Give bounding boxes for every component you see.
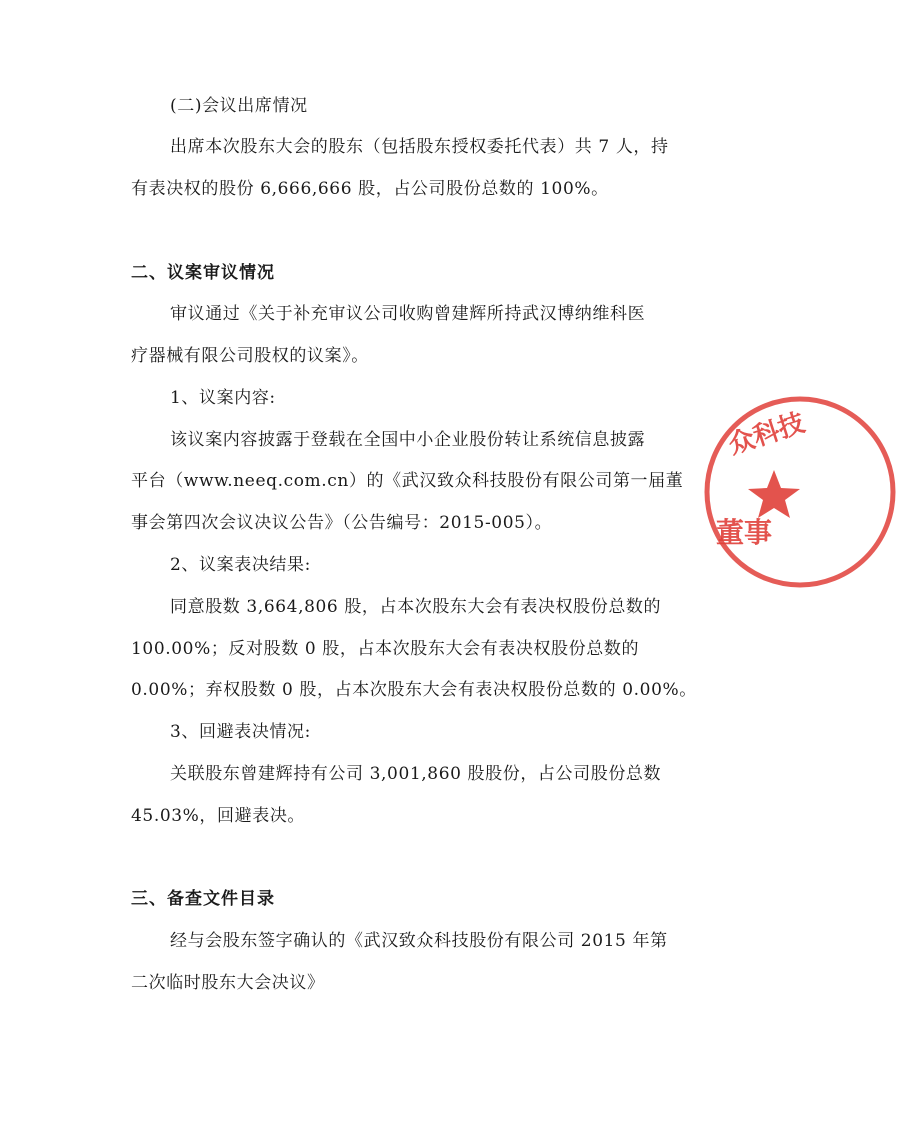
documents-line-2: 二次临时股东大会决议》 <box>131 973 325 993</box>
content-line-3: 事会第四次会议决议公告》（公告编号：2015-005）。 <box>131 513 553 533</box>
review-intro-line-2: 疗器械有限公司股权的议案》。 <box>131 346 369 366</box>
attendance-subheading: (二)会议出席情况 <box>170 96 308 116</box>
content-line-1: 该议案内容披露于登载在全国中小企业股份转让系统信息披露 <box>170 430 646 450</box>
svg-text:众科技: 众科技 <box>724 408 809 461</box>
review-heading: 二、议案审议情况 <box>131 263 275 283</box>
company-seal <box>700 392 900 592</box>
avoid-line-2: 45.03%，回避表决。 <box>131 806 306 826</box>
result-line-3: 0.00%；弃权股数 0 股，占本次股东大会有表决权股份总数的 0.00%。 <box>131 680 697 700</box>
svg-text:董事: 董事 <box>716 516 773 549</box>
result-line-2: 100.00%；反对股数 0 股，占本次股东大会有表决权股份总数的 <box>131 639 640 659</box>
content-label: 1、议案内容: <box>170 388 276 408</box>
attendance-line-1: 出席本次股东大会的股东（包括股东授权委托代表）共 7 人，持 <box>170 137 669 157</box>
avoid-line-1: 关联股东曾建辉持有公司 3,001,860 股股份，占公司股份总数 <box>170 764 662 784</box>
avoid-label: 3、回避表决情况: <box>170 722 311 742</box>
result-label: 2、议案表决结果: <box>170 555 311 575</box>
review-intro-line-1: 审议通过《关于补充审议公司收购曾建辉所持武汉博纳维科医 <box>170 304 646 324</box>
documents-heading: 三、备查文件目录 <box>131 889 275 909</box>
content-line-2: 平台（www.neeq.com.cn）的《武汉致众科技股份有限公司第一届董 <box>131 471 684 491</box>
documents-line-1: 经与会股东签字确认的《武汉致众科技股份有限公司 2015 年第 <box>170 931 668 951</box>
result-line-1: 同意股数 3,664,806 股，占本次股东大会有表决权股份总数的 <box>170 597 662 617</box>
seal-star-icon <box>748 470 800 518</box>
attendance-line-2: 有表决权的股份 6,666,666 股，占公司股份总数的 100%。 <box>131 179 609 199</box>
